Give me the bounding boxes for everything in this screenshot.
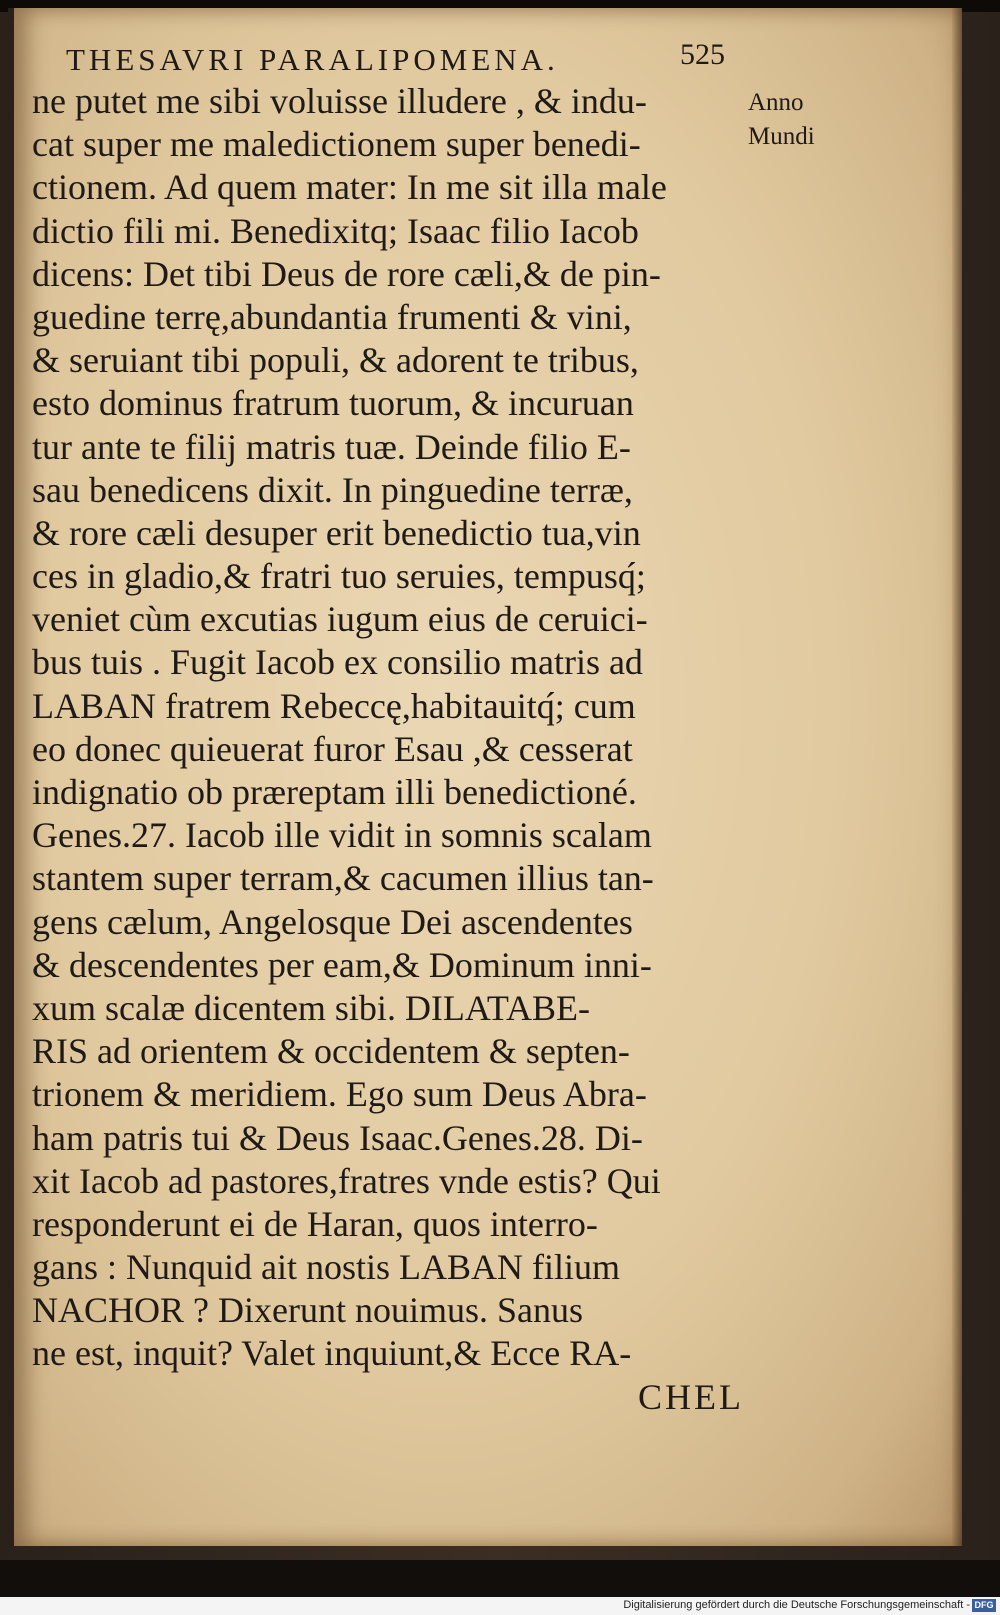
text-line: Genes.27. Iacob ille vidit in somnis scalam <box>32 815 652 856</box>
text-line: esto dominus fratrum tuorum, & incuruan <box>32 383 634 424</box>
running-header: THESAVRI PARALIPOMENA. <box>66 42 559 77</box>
margin-note-line: Anno <box>748 89 804 116</box>
text-line: RIS ad orientem & occidentem & septen- <box>32 1031 630 1072</box>
text-line: trionem & meridiem. Ego sum Deus Abra- <box>32 1074 647 1115</box>
text-line: responderunt ei de Haran, quos interro- <box>32 1203 598 1244</box>
text-line: ne est, inquit? Valet inquiunt,& Ecce RA- <box>32 1333 632 1374</box>
text-line: eo donec quieuerat furor Esau ,& cesserat <box>32 728 633 769</box>
text-line: veniet cùm excutias iugum eius de ceruici- <box>32 599 648 640</box>
text-line: dicens: Det tibi Deus de rore cæli,& de pin- <box>32 253 661 294</box>
text-line: cat super me maledictionem super benedi- <box>32 124 641 165</box>
text-line: ctionem. Ad quem mater: In me sit illa male <box>32 167 667 208</box>
margin-note-line: Mundi <box>748 123 815 150</box>
text-line: LABAN fratrem Rebeccę,habitauitq́; cum <box>32 685 636 726</box>
body-text <box>32 80 752 1419</box>
text-line: sau benedicens dixit. In pinguedine terræ, <box>32 469 633 510</box>
text-line: & rore cæli desuper erit benedictio tua,vin <box>32 512 641 553</box>
text-line: xit Iacob ad pastores,fratres vnde estis? Qui <box>32 1160 661 1201</box>
text-line: bus tuis . Fugit Iacob ex consilio matris ad <box>32 642 643 683</box>
text-line: ham patris tui & Deus Isaac.Genes.28. Di- <box>32 1117 643 1158</box>
text-line: guedine terrę,abundantia frumenti & vini, <box>32 296 632 337</box>
text-line: gans : Nunquid ait nostis LABAN filium <box>32 1247 620 1288</box>
text-line: & seruiant tibi populi, & adorent te tribus, <box>32 340 639 381</box>
text-line: stantem super terram,& cacumen illius tan- <box>32 858 654 899</box>
text-line: dictio fili mi. Benedixitq; Isaac filio Iacob <box>32 210 639 251</box>
catchword: CHEL <box>638 1376 744 1417</box>
text-line: ne putet me sibi voluisse illudere , & indu- <box>32 81 647 121</box>
text-line: & descendentes per eam,& Dominum inni- <box>32 944 652 985</box>
text-line: indignatio ob præreptam illi benedictioné. <box>32 772 637 812</box>
margin-note <box>748 86 858 154</box>
text-line: xum scalæ dicentem sibi. DILATABE- <box>32 987 591 1028</box>
dfg-logo: DFG <box>972 1599 996 1612</box>
text-line: gens cælum, Angelosque Dei ascendentes <box>32 901 633 942</box>
text-line: tur ante te filij matris tuæ. Deinde filio E- <box>32 426 631 467</box>
page-edge <box>952 8 962 1546</box>
text-line: ces in gladio,& fratri tuo seruies, tempusq́; <box>32 556 646 597</box>
page-number: 525 <box>680 38 725 71</box>
text-line: NACHOR ? Dixerunt nouimus. Sanus <box>32 1290 583 1331</box>
funding-credit: Digitalisierung gefördert durch die Deutsche Forschungsgemeinschaft - <box>623 1599 970 1611</box>
